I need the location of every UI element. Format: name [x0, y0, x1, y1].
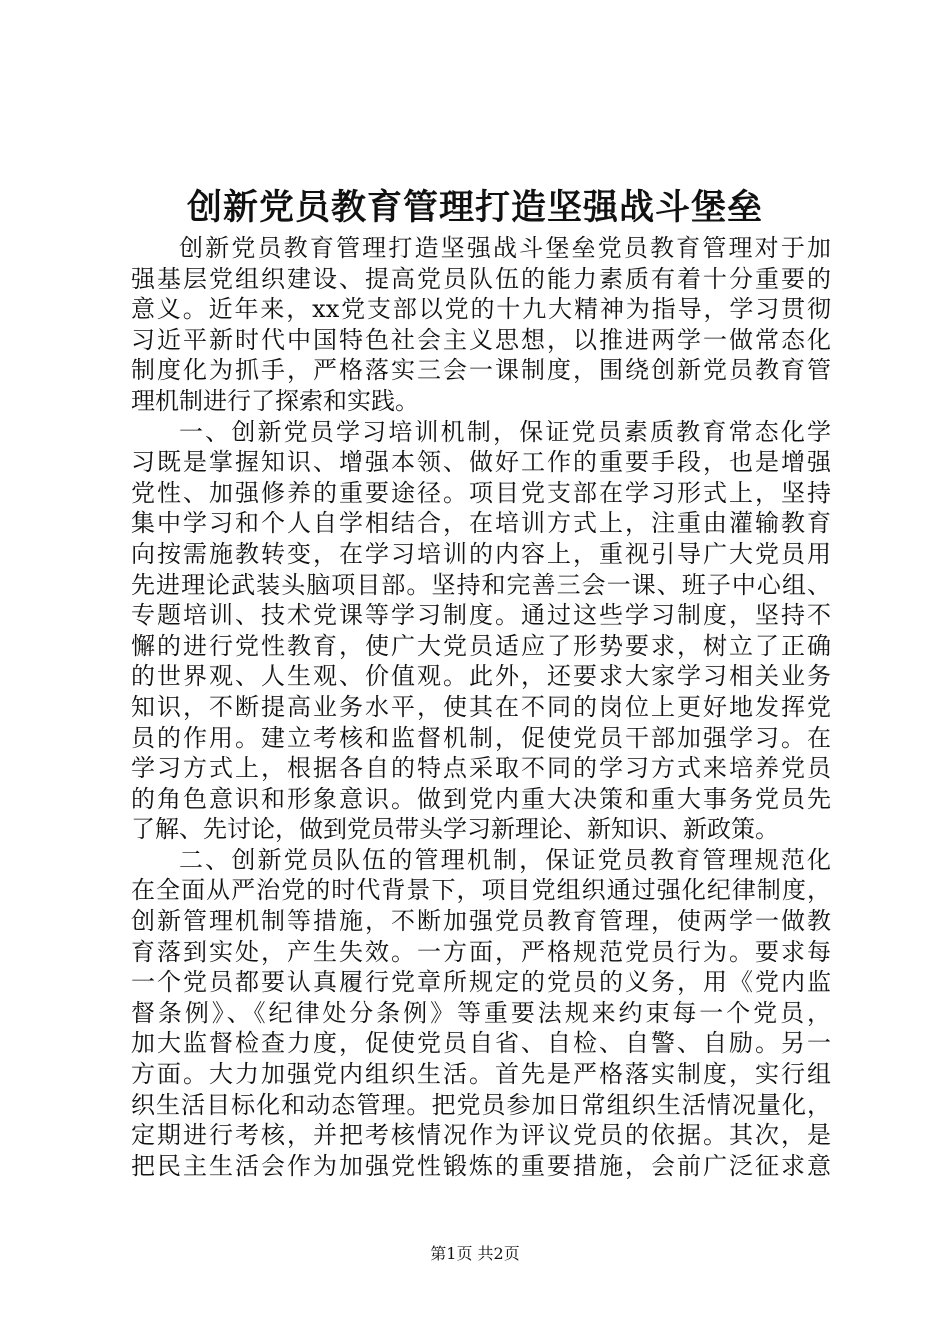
text-line: 的世界观、人生观、价值观。此外，还要求大家学习相关业务 — [131, 662, 831, 691]
page-number-footer: 第1页 共2页 — [430, 1244, 520, 1263]
text-line: 一个党员都要认真履行党章所规定的党员的义务，用《党内监 — [131, 968, 831, 997]
text-line: 党性、加强修养的重要途径。项目党支部在学习形式上，坚持 — [131, 478, 831, 507]
text-line: 向按需施教转变，在学习培训的内容上，重视引导广大党员用 — [131, 539, 831, 568]
text-line: 把民主生活会作为加强党性锻炼的重要措施，会前广泛征求意 — [131, 1151, 831, 1180]
text-line: 员的作用。建立考核和监督机制，促使党员干部加强学习。在 — [131, 723, 831, 752]
text-line: 理机制进行了探索和实践。 — [131, 386, 419, 415]
text-line: 创新党员教育管理打造坚强战斗堡垒党员教育管理对于加 — [179, 234, 831, 262]
text-line: 专题培训、技术党课等学习制度。通过这些学习制度，坚持不 — [131, 601, 831, 630]
text-line: 学习方式上，根据各自的特点采取不同的学习方式来培养党员 — [131, 754, 831, 783]
text-line: 懈的进行党性教育，使广大党员适应了形势要求，树立了正确 — [131, 631, 831, 660]
text-line: 加大监督检查力度，促使党员自省、自检、自警、自励。另一 — [131, 1029, 831, 1058]
document-title: 创新党员教育管理打造坚强战斗堡垒 — [186, 187, 763, 228]
text-line: 育落到实处，产生失效。一方面，严格规范党员行为。要求每 — [131, 937, 831, 966]
text-line: 习既是掌握知识、增强本领、做好工作的重要手段，也是增强 — [131, 448, 831, 477]
text-line: 了解、先讨论，做到党员带头学习新理论、新知识、新政策。 — [131, 815, 779, 844]
text-line: 强基层党组织建设、提高党员队伍的能力素质有着十分重要的 — [131, 264, 831, 293]
text-line: 集中学习和个人自学相结合，在培训方式上，注重由灌输教育 — [131, 509, 831, 538]
text-line: 织生活目标化和动态管理。把党员参加日常组织生活情况量化， — [131, 1090, 831, 1119]
text-line: 方面。大力加强党内组织生活。首先是严格落实制度，实行组 — [131, 1060, 831, 1089]
text-line: 创新管理机制等措施，不断加强党员教育管理，使两学一做教 — [131, 907, 831, 936]
text-line: 一、创新党员学习培训机制，保证党员素质教育常态化学 — [179, 417, 831, 446]
text-line: 督条例》、《纪律处分条例》等重要法规来约束每一个党员， — [131, 998, 831, 1027]
text-line: 的角色意识和形象意识。做到党内重大决策和重大事务党员先 — [131, 784, 831, 813]
text-line: 二、创新党员队伍的管理机制，保证党员教育管理规范化 — [179, 845, 831, 874]
text-line: 意义。近年来，xx党支部以党的十九大精神为指导，学习贯彻 — [131, 295, 831, 324]
text-line: 知识，不断提高业务水平，使其在不同的岗位上更好地发挥党 — [131, 692, 831, 721]
text-line: 先进理论武装头脑项目部。坚持和完善三会一课、班子中心组、 — [131, 570, 831, 599]
text-line: 习近平新时代中国特色社会主义思想，以推进两学一做常态化 — [131, 325, 831, 354]
text-line: 在全面从严治党的时代背景下，项目党组织通过强化纪律制度， — [131, 876, 831, 905]
text-line: 制度化为抓手，严格落实三会一课制度，围绕创新党员教育管 — [131, 356, 831, 385]
document-body — [131, 233, 831, 1181]
text-line: 定期进行考核，并把考核情况作为评议党员的依据。其次，是 — [131, 1121, 831, 1150]
